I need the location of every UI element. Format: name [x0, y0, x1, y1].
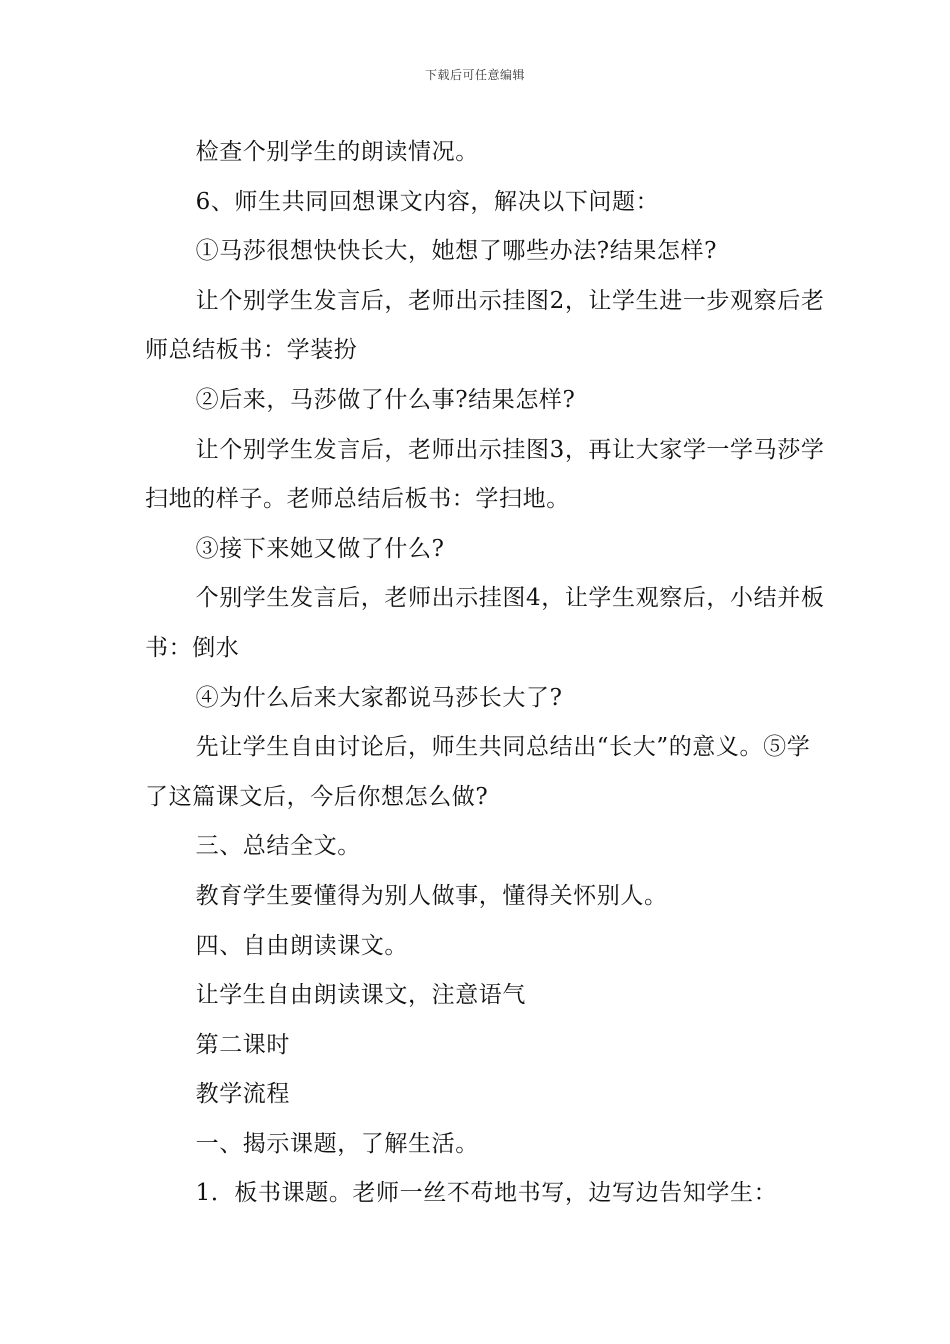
paragraph: ④为什么后来大家都说马莎长大了? [195, 684, 563, 711]
paragraph: 一、揭示课题，了解生活。 [195, 1130, 479, 1157]
paragraph: 让个别学生发言后，老师出示挂图2，让学生进一步观察后老师总结板书：学装扮 [145, 287, 825, 364]
paragraph: ③接下来她又做了什么? [195, 535, 445, 562]
paragraph: ①马莎很想快快长大，她想了哪些办法?结果怎样? [195, 238, 718, 265]
paragraph: 个别学生发言后，老师出示挂图4，让学生观察后，小结并板书：倒水 [145, 585, 825, 661]
paragraph: 三、总结全文。 [195, 833, 361, 860]
paragraph: 6、师生共同回想课文内容，解决以下问题： [195, 188, 660, 215]
paragraph: 1．板书课题。老师一丝不苟地书写，边写边告知学生： [195, 1180, 778, 1207]
document-body [145, 128, 825, 1219]
paragraph: 让个别学生发言后，老师出示挂图3，再让大家学一学马莎学扫地的样子。老师总结后板书：学扫地。 [145, 436, 825, 513]
paragraph: 让学生自由朗读课文，注意语气 [195, 982, 526, 1009]
paragraph: 检查个别学生的朗读情况。 [195, 139, 479, 165]
paragraph: 第二课时 [195, 1031, 290, 1058]
paragraph: 教学流程 [195, 1081, 290, 1108]
paragraph: ②后来，马莎做了什么事?结果怎样? [195, 386, 576, 413]
paragraph: 四、自由朗读课文。 [195, 932, 408, 959]
page-header: 下载后可任意编辑 [424, 68, 525, 82]
paragraph: 先让学生自由讨论后，师生共同总结出“长大”的意义。⑤学了这篇课文后，今后你想怎么做? [145, 734, 811, 810]
paragraph: 教育学生要懂得为别人做事，懂得关怀别人。 [195, 882, 668, 909]
